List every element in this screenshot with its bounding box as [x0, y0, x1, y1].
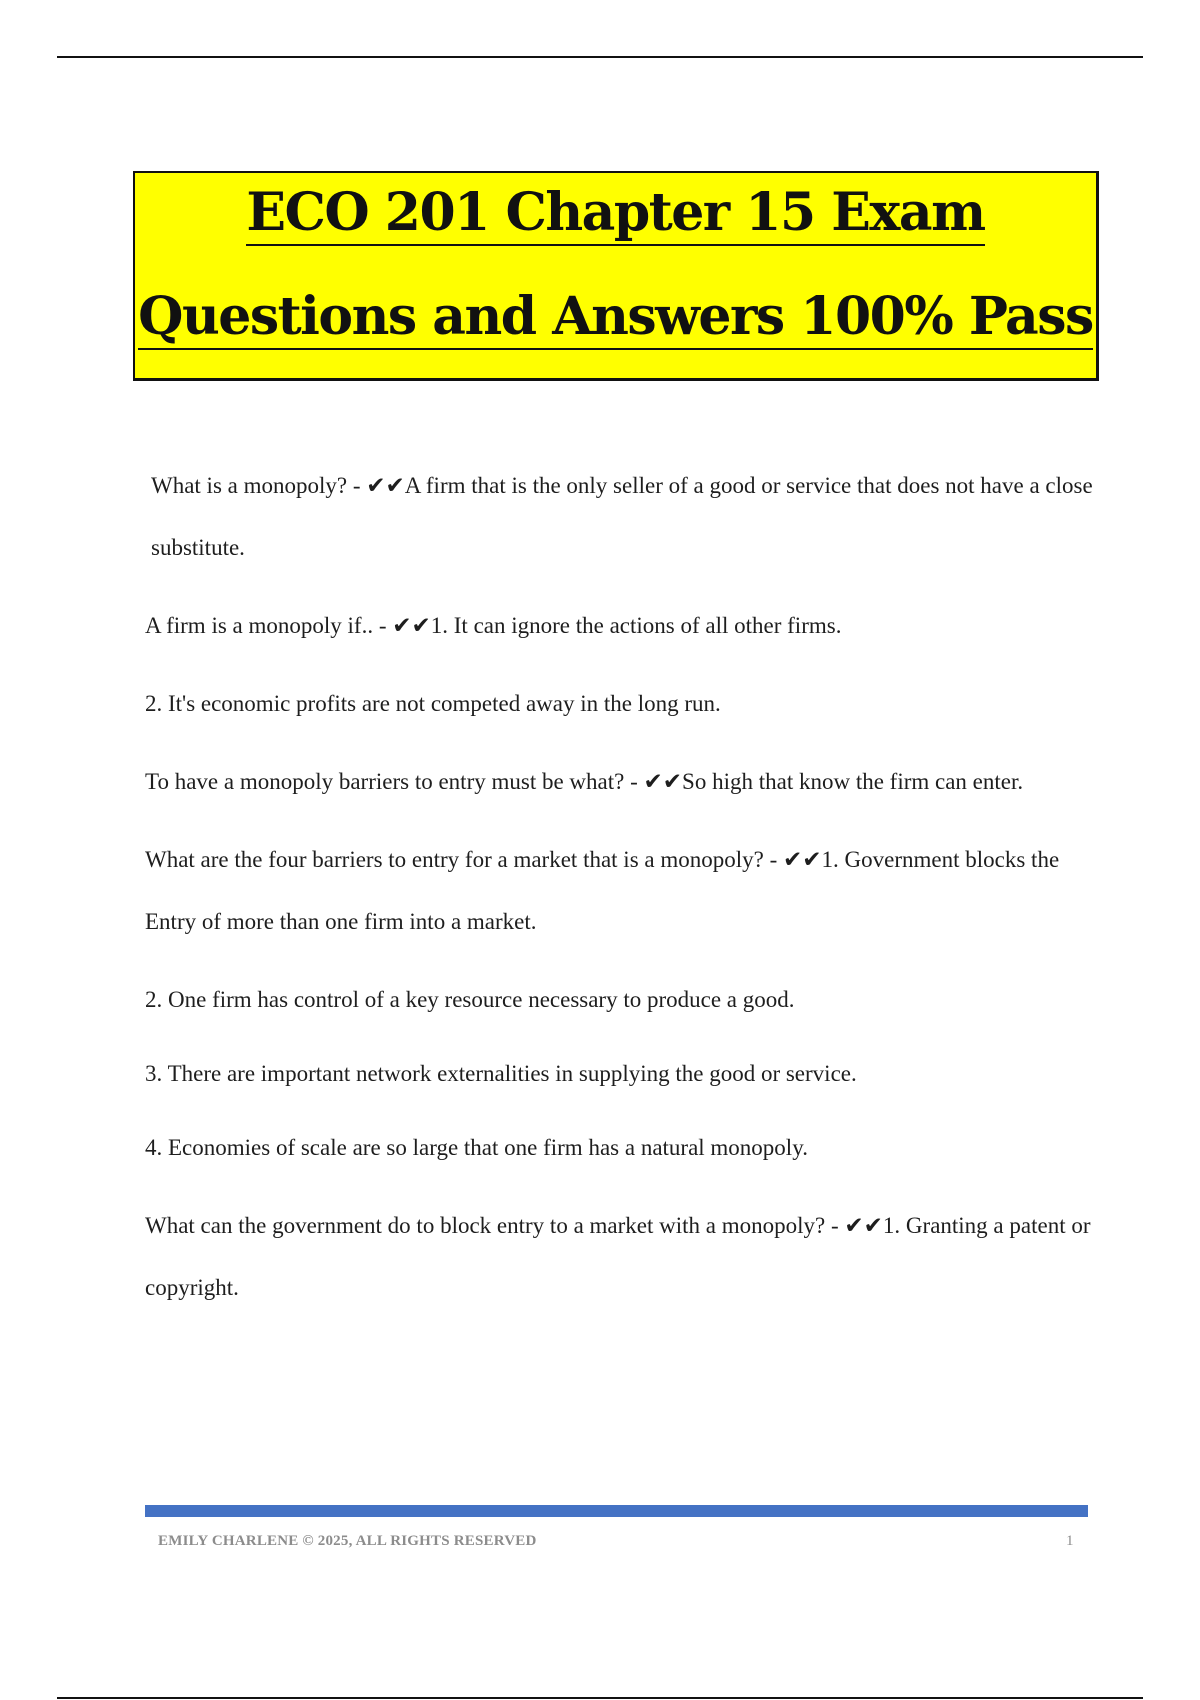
qa-paragraph: 4. Economies of scale are so large that one firm has a natural monopoly.	[145, 1135, 808, 1160]
title-box	[133, 171, 1099, 381]
page-number: 1	[1066, 1533, 1074, 1549]
qa-paragraph: To have a monopoly barriers to entry must be what? - ✔✔So high that know the firm can enter.	[145, 769, 1024, 794]
bottom-rule	[57, 1697, 1143, 1699]
title-line-1-text: ECO 201 Chapter 15 Exam	[246, 182, 984, 246]
title-line-2	[135, 286, 1096, 347]
qa-paragraph: What are the four barriers to entry for a market that is a monopoly? - ✔✔1. Government blocks the Entry of more than one firm into a market.	[145, 847, 1060, 934]
qa-paragraph: 2. It's economic profits are not competed away in the long run.	[145, 691, 721, 716]
document-body	[145, 455, 1095, 1335]
qa-paragraph: What is a monopoly? - ✔✔A firm that is the only seller of a good or service that does not have a close substitute.	[151, 473, 1093, 560]
qa-paragraph: What can the government do to block entry to a market with a monopoly? - ✔✔1. Granting a patent or copyright.	[145, 1213, 1091, 1300]
footer-copyright: EMILY CHARLENE © 2025, ALL RIGHTS RESERVED	[158, 1533, 537, 1549]
title-line-1	[135, 182, 1096, 243]
footer-bar	[145, 1505, 1088, 1517]
title-line-2-text: Questions and Answers 100% Pass	[138, 286, 1093, 350]
qa-paragraph: 3. There are important network externalities in supplying the good or service.	[145, 1061, 857, 1086]
qa-paragraph: 2. One firm has control of a key resource necessary to produce a good.	[145, 987, 795, 1012]
top-rule	[57, 56, 1143, 58]
qa-paragraph: A firm is a monopoly if.. - ✔✔1. It can ignore the actions of all other firms.	[145, 613, 842, 638]
